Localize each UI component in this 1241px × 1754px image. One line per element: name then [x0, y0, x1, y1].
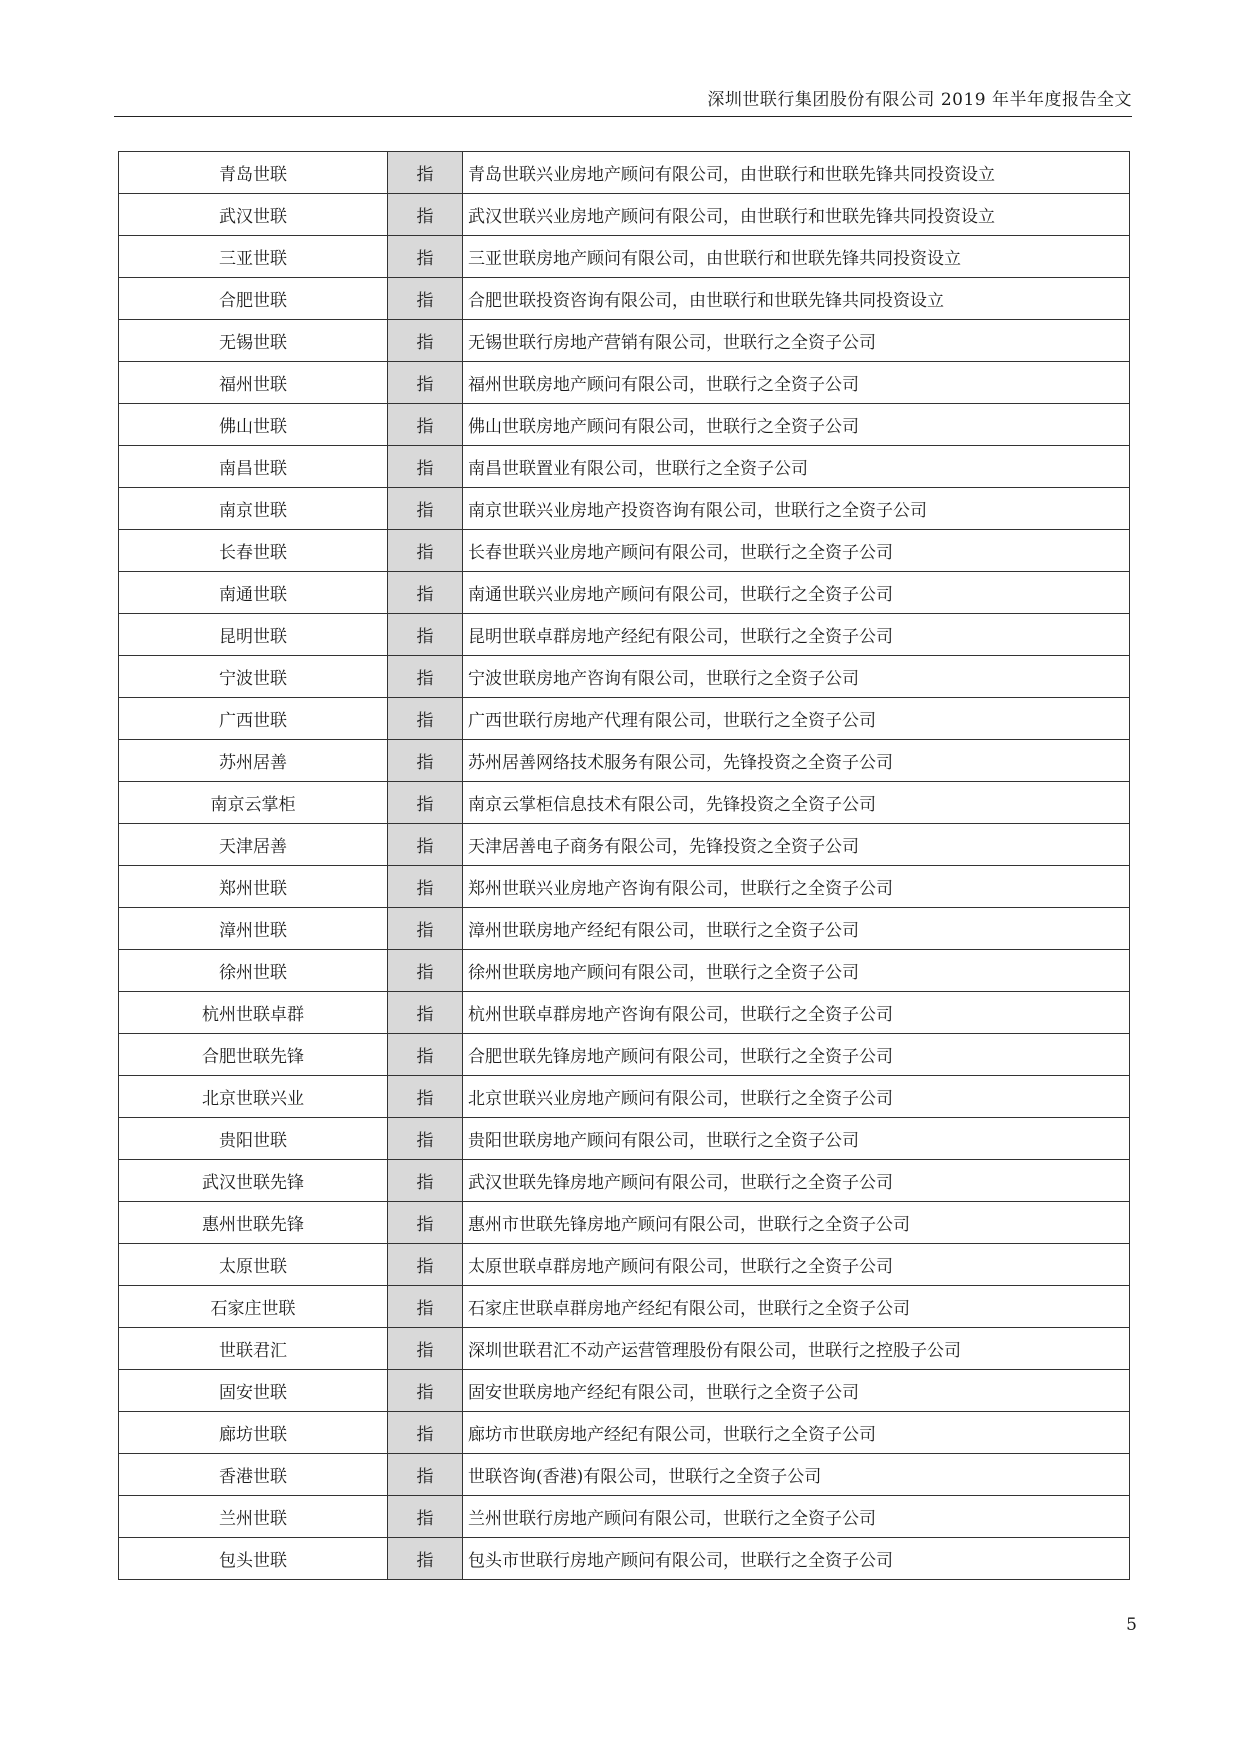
- refers-to-cell: 指: [388, 1202, 463, 1244]
- description-cell: 固安世联房地产经纪有限公司，世联行之全资子公司: [463, 1370, 1130, 1412]
- abbreviation-cell: 南昌世联: [119, 446, 388, 488]
- abbreviation-cell: 天津居善: [119, 824, 388, 866]
- definitions-table-body: [119, 152, 1130, 1580]
- description-cell: 郑州世联兴业房地产咨询有限公司，世联行之全资子公司: [463, 866, 1130, 908]
- description-cell: 太原世联卓群房地产顾问有限公司，世联行之全资子公司: [463, 1244, 1130, 1286]
- description-cell: 合肥世联投资咨询有限公司，由世联行和世联先锋共同投资设立: [463, 278, 1130, 320]
- refers-to-cell: 指: [388, 908, 463, 950]
- abbreviation-cell: 南通世联: [119, 572, 388, 614]
- table-row: [119, 236, 1130, 278]
- refers-to-cell: 指: [388, 1286, 463, 1328]
- abbreviation-cell: 太原世联: [119, 1244, 388, 1286]
- abbreviation-cell: 南京世联: [119, 488, 388, 530]
- refers-to-cell: 指: [388, 656, 463, 698]
- table-row: [119, 824, 1130, 866]
- abbreviation-cell: 长春世联: [119, 530, 388, 572]
- abbreviation-cell: 杭州世联卓群: [119, 992, 388, 1034]
- abbreviation-cell: 苏州居善: [119, 740, 388, 782]
- table-row: [119, 1538, 1130, 1580]
- description-cell: 长春世联兴业房地产顾问有限公司，世联行之全资子公司: [463, 530, 1130, 572]
- refers-to-cell: 指: [388, 782, 463, 824]
- description-cell: 佛山世联房地产顾问有限公司，世联行之全资子公司: [463, 404, 1130, 446]
- refers-to-cell: 指: [388, 1412, 463, 1454]
- abbreviation-cell: 贵阳世联: [119, 1118, 388, 1160]
- refers-to-cell: 指: [388, 236, 463, 278]
- refers-to-cell: 指: [388, 362, 463, 404]
- table-row: [119, 656, 1130, 698]
- description-cell: 深圳世联君汇不动产运营管理股份有限公司，世联行之控股子公司: [463, 1328, 1130, 1370]
- description-cell: 南京云掌柜信息技术有限公司，先锋投资之全资子公司: [463, 782, 1130, 824]
- abbreviation-cell: 昆明世联: [119, 614, 388, 656]
- refers-to-cell: 指: [388, 1538, 463, 1580]
- description-cell: 北京世联兴业房地产顾问有限公司，世联行之全资子公司: [463, 1076, 1130, 1118]
- table-row: [119, 740, 1130, 782]
- abbreviation-cell: 包头世联: [119, 1538, 388, 1580]
- description-cell: 南昌世联置业有限公司，世联行之全资子公司: [463, 446, 1130, 488]
- table-row: [119, 1286, 1130, 1328]
- table-row: [119, 1160, 1130, 1202]
- refers-to-cell: 指: [388, 278, 463, 320]
- refers-to-cell: 指: [388, 614, 463, 656]
- description-cell: 宁波世联房地产咨询有限公司，世联行之全资子公司: [463, 656, 1130, 698]
- abbreviation-cell: 福州世联: [119, 362, 388, 404]
- abbreviation-cell: 合肥世联: [119, 278, 388, 320]
- page-number: 5: [1126, 1615, 1137, 1635]
- refers-to-cell: 指: [388, 1496, 463, 1538]
- table-row: [119, 992, 1130, 1034]
- table-row: [119, 1412, 1130, 1454]
- description-cell: 南京世联兴业房地产投资咨询有限公司，世联行之全资子公司: [463, 488, 1130, 530]
- description-cell: 漳州世联房地产经纪有限公司，世联行之全资子公司: [463, 908, 1130, 950]
- abbreviation-cell: 廊坊世联: [119, 1412, 388, 1454]
- refers-to-cell: 指: [388, 866, 463, 908]
- description-cell: 包头市世联行房地产顾问有限公司，世联行之全资子公司: [463, 1538, 1130, 1580]
- description-cell: 昆明世联卓群房地产经纪有限公司，世联行之全资子公司: [463, 614, 1130, 656]
- table-row: [119, 1034, 1130, 1076]
- description-cell: 徐州世联房地产顾问有限公司，世联行之全资子公司: [463, 950, 1130, 992]
- report-title: 深圳世联行集团股份有限公司 2019 年半年度报告全文: [707, 90, 1132, 110]
- table-row: [119, 446, 1130, 488]
- description-cell: 广西世联行房地产代理有限公司，世联行之全资子公司: [463, 698, 1130, 740]
- table-row: [119, 1076, 1130, 1118]
- abbreviation-cell: 三亚世联: [119, 236, 388, 278]
- description-cell: 三亚世联房地产顾问有限公司，由世联行和世联先锋共同投资设立: [463, 236, 1130, 278]
- description-cell: 苏州居善网络技术服务有限公司，先锋投资之全资子公司: [463, 740, 1130, 782]
- table-row: [119, 698, 1130, 740]
- refers-to-cell: 指: [388, 824, 463, 866]
- table-row: [119, 614, 1130, 656]
- refers-to-cell: 指: [388, 740, 463, 782]
- description-cell: 世联咨询(香港)有限公司，世联行之全资子公司: [463, 1454, 1130, 1496]
- description-cell: 福州世联房地产顾问有限公司，世联行之全资子公司: [463, 362, 1130, 404]
- table-row: [119, 908, 1130, 950]
- table-row: [119, 530, 1130, 572]
- abbreviation-cell: 世联君汇: [119, 1328, 388, 1370]
- refers-to-cell: 指: [388, 1244, 463, 1286]
- refers-to-cell: 指: [388, 1076, 463, 1118]
- description-cell: 天津居善电子商务有限公司，先锋投资之全资子公司: [463, 824, 1130, 866]
- abbreviation-cell: 合肥世联先锋: [119, 1034, 388, 1076]
- abbreviation-cell: 漳州世联: [119, 908, 388, 950]
- table-row: [119, 866, 1130, 908]
- abbreviation-cell: 佛山世联: [119, 404, 388, 446]
- table-row: [119, 572, 1130, 614]
- refers-to-cell: 指: [388, 1034, 463, 1076]
- description-cell: 无锡世联行房地产营销有限公司，世联行之全资子公司: [463, 320, 1130, 362]
- refers-to-cell: 指: [388, 488, 463, 530]
- table-row: [119, 488, 1130, 530]
- table-row: [119, 278, 1130, 320]
- table-row: [119, 1370, 1130, 1412]
- description-cell: 杭州世联卓群房地产咨询有限公司，世联行之全资子公司: [463, 992, 1130, 1034]
- description-cell: 武汉世联先锋房地产顾问有限公司，世联行之全资子公司: [463, 1160, 1130, 1202]
- abbreviation-cell: 徐州世联: [119, 950, 388, 992]
- description-cell: 惠州市世联先锋房地产顾问有限公司，世联行之全资子公司: [463, 1202, 1130, 1244]
- abbreviation-cell: 无锡世联: [119, 320, 388, 362]
- refers-to-cell: 指: [388, 698, 463, 740]
- description-cell: 青岛世联兴业房地产顾问有限公司，由世联行和世联先锋共同投资设立: [463, 152, 1130, 194]
- refers-to-cell: 指: [388, 572, 463, 614]
- abbreviation-cell: 石家庄世联: [119, 1286, 388, 1328]
- description-cell: 石家庄世联卓群房地产经纪有限公司，世联行之全资子公司: [463, 1286, 1130, 1328]
- description-cell: 兰州世联行房地产顾问有限公司，世联行之全资子公司: [463, 1496, 1130, 1538]
- abbreviation-cell: 郑州世联: [119, 866, 388, 908]
- refers-to-cell: 指: [388, 152, 463, 194]
- abbreviation-cell: 南京云掌柜: [119, 782, 388, 824]
- refers-to-cell: 指: [388, 1328, 463, 1370]
- refers-to-cell: 指: [388, 1370, 463, 1412]
- abbreviation-cell: 固安世联: [119, 1370, 388, 1412]
- refers-to-cell: 指: [388, 320, 463, 362]
- refers-to-cell: 指: [388, 1160, 463, 1202]
- table-row: [119, 1244, 1130, 1286]
- table-row: [119, 1454, 1130, 1496]
- description-cell: 武汉世联兴业房地产顾问有限公司，由世联行和世联先锋共同投资设立: [463, 194, 1130, 236]
- table-row: [119, 194, 1130, 236]
- table-row: [119, 1118, 1130, 1160]
- table-row: [119, 404, 1130, 446]
- refers-to-cell: 指: [388, 1454, 463, 1496]
- page-header: [114, 88, 1132, 117]
- description-cell: 南通世联兴业房地产顾问有限公司，世联行之全资子公司: [463, 572, 1130, 614]
- abbreviation-cell: 武汉世联: [119, 194, 388, 236]
- refers-to-cell: 指: [388, 446, 463, 488]
- refers-to-cell: 指: [388, 530, 463, 572]
- table-row: [119, 1496, 1130, 1538]
- table-row: [119, 362, 1130, 404]
- table-row: [119, 320, 1130, 362]
- table-row: [119, 1202, 1130, 1244]
- description-cell: 合肥世联先锋房地产顾问有限公司，世联行之全资子公司: [463, 1034, 1130, 1076]
- abbreviation-cell: 北京世联兴业: [119, 1076, 388, 1118]
- abbreviation-cell: 惠州世联先锋: [119, 1202, 388, 1244]
- refers-to-cell: 指: [388, 194, 463, 236]
- description-cell: 廊坊市世联房地产经纪有限公司，世联行之全资子公司: [463, 1412, 1130, 1454]
- table-row: [119, 152, 1130, 194]
- table-row: [119, 1328, 1130, 1370]
- description-cell: 贵阳世联房地产顾问有限公司，世联行之全资子公司: [463, 1118, 1130, 1160]
- refers-to-cell: 指: [388, 992, 463, 1034]
- abbreviation-cell: 武汉世联先锋: [119, 1160, 388, 1202]
- table-row: [119, 782, 1130, 824]
- refers-to-cell: 指: [388, 1118, 463, 1160]
- abbreviation-cell: 宁波世联: [119, 656, 388, 698]
- refers-to-cell: 指: [388, 404, 463, 446]
- table-row: [119, 950, 1130, 992]
- abbreviation-cell: 青岛世联: [119, 152, 388, 194]
- definitions-table: [118, 151, 1130, 1580]
- abbreviation-cell: 香港世联: [119, 1454, 388, 1496]
- abbreviation-cell: 广西世联: [119, 698, 388, 740]
- abbreviation-cell: 兰州世联: [119, 1496, 388, 1538]
- refers-to-cell: 指: [388, 950, 463, 992]
